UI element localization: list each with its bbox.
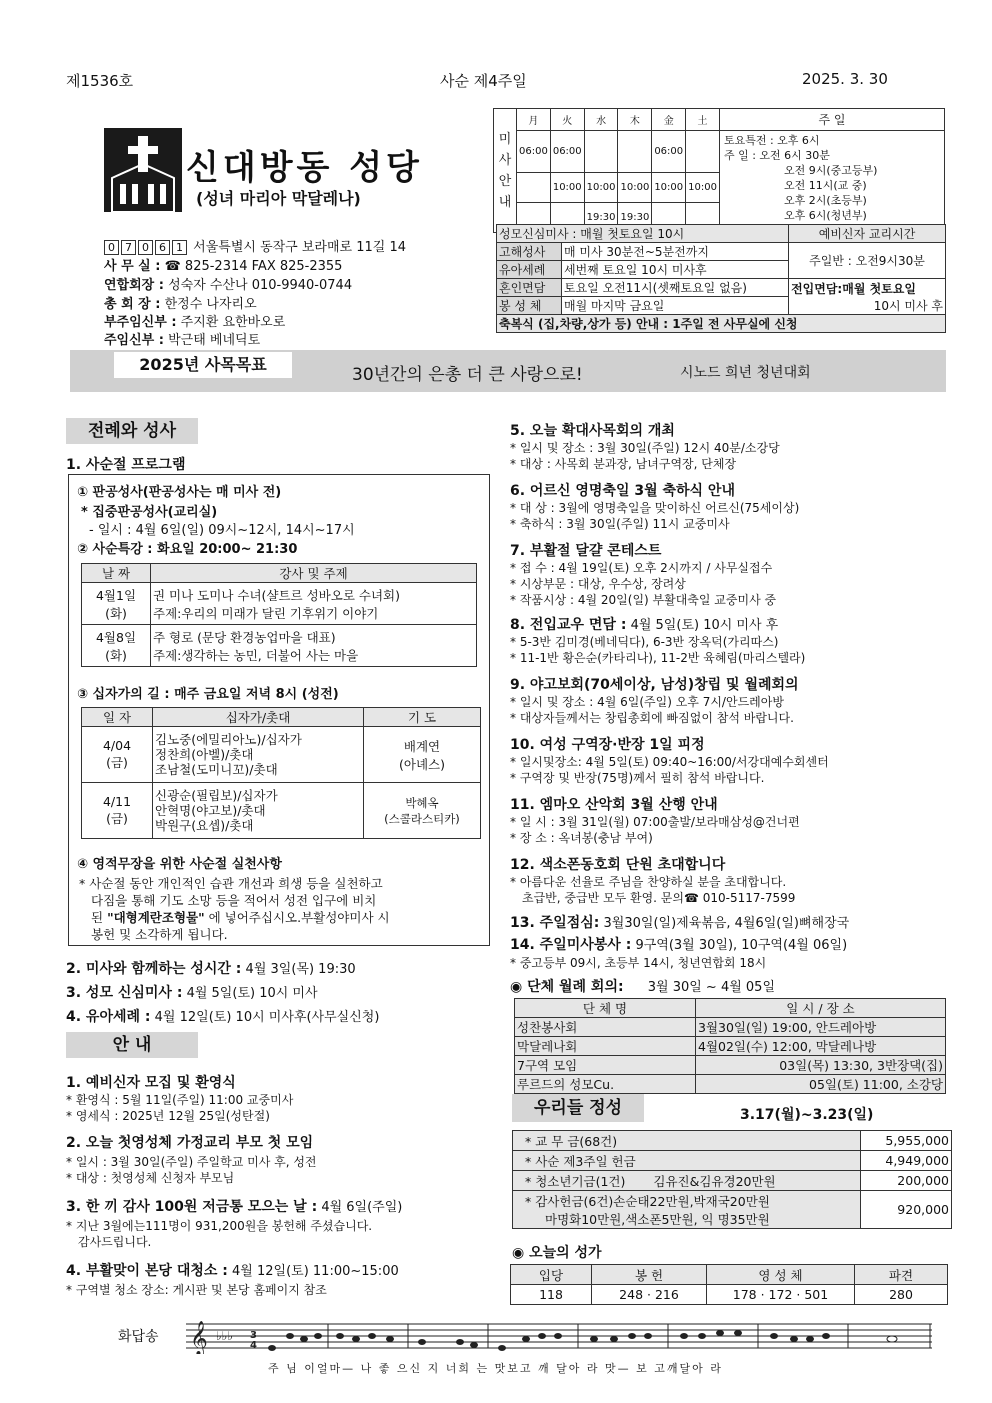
mass-side-label: 미 사 안 내 bbox=[494, 109, 517, 233]
assistant-value: 주지환 요한바오로 bbox=[180, 315, 286, 330]
liturgical-week: 사순 제4주일 bbox=[440, 72, 527, 90]
devotion-mass: 성모신심미사 : 매월 첫토요일 10시 bbox=[497, 225, 789, 243]
sunday-header: 주 일 bbox=[719, 109, 944, 131]
svg-text:4: 4 bbox=[250, 1340, 257, 1351]
president-label: 총 회 장 : bbox=[104, 297, 161, 312]
lent-practice-text: * 사순절 동안 개인적인 습관 개선과 희생 등을 실천하고 다짐을 통해 기도 소망 등을 적어서 성전 입구에 비치 된 "대형계란조형물" 에 넣어주십시오.부활성야미사 시 봉헌 및 소각하게 됩니다. bbox=[79, 876, 390, 942]
zip-digit: 0 bbox=[138, 240, 153, 255]
section-notice: 안 내 bbox=[66, 1032, 198, 1058]
sacrament-table: 성모신심미사 : 매월 첫토요일 10시 예비신자 교리시간 고해성사 매 미사 30분전~5분전까지 주일반 : 오전9시30분 유아세례 세번째 토요일 10시 미사후 혼인면담 토요일 오전11시(셋째토요일 없음) 전입면담:매월 첫토요일 10시 미사 후 봉 성 체 매월 마지막 금요일 축복식 (집,차량,상가 등) 안내 : 1주일 전 사무실에 신청 bbox=[496, 224, 946, 333]
hymn-table: 입당 봉 헌 영 성 체 파견 118 248 · 216 178 · 172 · 501 280 bbox=[510, 1264, 948, 1305]
stations-table: 일 자 십자가/촛대 기 도 4/04 (금) 김노중(에밀리아노)/십자가 정찬희(아벨)/촛대 조남철(도미니꼬)/촛대 배계연 (아녜스) 4/11 (금) 신광순(필립보)/십자가 안혁명(야고보)/촛대 박원구(요셉)/촛대 박혜옥 (스콜라스티카) bbox=[81, 707, 481, 839]
address-line bbox=[104, 236, 406, 255]
president-value: 한정수 나자리오 bbox=[164, 297, 257, 312]
day-mon: 月 bbox=[517, 109, 551, 131]
offering-period: 3.17(월)~3.23(일) bbox=[740, 1107, 874, 1123]
catechumen-time: 예비신자 교리시간 bbox=[789, 225, 946, 243]
offering-table: * 교 무 금(68건) 5,955,000 * 사순 제3주일 헌금 4,949,000 * 청소년기금(1건) 김유진&김유경20만원 200,000 * 감사헌금(6건)손순태22만원,박재국20만원 마명화10만원,색소폰5만원, 익 명35만원 920,000 bbox=[512, 1130, 952, 1229]
program-heading: 1. 사순절 프로그램 bbox=[66, 457, 186, 473]
offering-label: 우리들 정성 bbox=[512, 1094, 644, 1122]
day-wed: 水 bbox=[584, 109, 618, 131]
section-liturgy: 전례와 성사 bbox=[66, 418, 198, 444]
zip-digit: 1 bbox=[172, 240, 187, 255]
day-tue: 火 bbox=[550, 109, 584, 131]
office-label: 사 무 실 : bbox=[104, 259, 161, 274]
zip-digit: 0 bbox=[104, 240, 119, 255]
svg-text:♭♭♭: ♭♭♭ bbox=[216, 1329, 233, 1343]
lent-program-box: ① 판공성사(판공성사는 매 미사 전) * 집중판공성사(교리실) - 일시 : 4월 6일(일) 09시~12시, 14시~17시 ② 사순특강 : 화요일 20:00~ 21:30 날 짜 강사 및 주제 4월1일 (화) 권 미나 도미나 수녀(샬트르 성바오로 수녀회) 주제:우리의 미래가 달린 기후위기 이야기 4월8일 (화) 주 형로 (문당 환경농업마을 대표) 주제:생각하는 농민, 더불어 사는 마을 ③ 십자가의 길 : 매주 금요일 저녁 8시 (성전) 일 자 십자가/촛대 기 도 4/04 (금) 김노중(에밀리아노)/십자가 정찬희(아벨)/촛대 조남철(도미니꼬)/촛대 배계연 (아녜스) 4/11 (금) 신광순(필립보)/십자가 안혁명(야고보)/촛대 박원구(요셉)/촛대 박혜옥 (스콜라스티카) ④ 영적무장을 위한 사순절 실천사항 * 사순절 동안 개인적인 습관 개선과 희생 등을 실천하고 다짐을 통해 기도 소망 등을 적어서 성전 입구에 비치 된 "대형계란조형물" 에 넣어주십시오.부활성야미사 시 봉헌 및 소각하게 됩니다. bbox=[68, 474, 490, 946]
sunday-schedule: 토요특전 : 오후 6시 주 일 : 오전 6시 30분 오전 9시(중고등부) 오전 11시(교 중) 오후 2시(초등부) 오후 6시(청년부) bbox=[719, 131, 944, 233]
day-sat: 土 bbox=[686, 109, 720, 131]
church-logo bbox=[104, 128, 182, 212]
goal-slogan: 30년간의 은총 더 큰 사랑으로! bbox=[352, 365, 583, 385]
goal-label: 2025년 사목목표 bbox=[114, 352, 292, 378]
address: 서울특별시 동작구 보라매로 11길 14 bbox=[193, 240, 407, 255]
office-phone: ☎ 825-2314 FAX 825-2355 bbox=[164, 259, 343, 274]
svg-text:3: 3 bbox=[250, 1330, 257, 1341]
blessing-info: 축복식 (집,차량,상가 등) 안내 : 1주일 전 사무실에 신청 bbox=[497, 315, 946, 333]
meeting-table: 단 체 명 일 시 / 장 소 성찬봉사회 3월30일(일) 19:00, 안드레아방 막달레나회 4월02일(수) 12:00, 막달레나방 7구역 모임 03일(목) 13:30, 3반장댁(집) 루르드의 성모Cu. 05일(토) 11:00, 소강당 bbox=[514, 998, 946, 1094]
psalm-lyrics: 주 님 이얼마— 나 좋 으신 지 너희 는 맛보고 깨 달아 라 맛— 보 고깨달아 라 bbox=[268, 1362, 723, 1375]
zip-digit: 6 bbox=[155, 240, 170, 255]
lecture-table: 날 짜 강사 및 주제 4월1일 (화) 권 미나 도미나 수녀(샬트르 성바오로 수녀회) 주제:우리의 미래가 달린 기후위기 이야기 4월8일 (화) 주 형로 (문당 환경농업마을 대표) 주제:생각하는 농민, 더불어 사는 마을 bbox=[81, 563, 477, 667]
church-patron: (성녀 마리아 막달레나) bbox=[196, 189, 361, 208]
svg-text:𝄞: 𝄞 bbox=[190, 1321, 208, 1354]
music-staff bbox=[186, 1318, 932, 1354]
psalm-label: 화답송 bbox=[118, 1329, 159, 1345]
bulletin-date: 2025. 3. 30 bbox=[802, 70, 888, 88]
issue-number: 제1536호 bbox=[66, 72, 134, 90]
zip-digit: 7 bbox=[121, 240, 136, 255]
council-label: 연합회장 : bbox=[104, 278, 164, 293]
assistant-label: 부주임신부 : bbox=[104, 315, 177, 330]
day-thu: 木 bbox=[618, 109, 652, 131]
hymn-heading: ◉ 오늘의 성가 bbox=[512, 1245, 602, 1261]
day-fri: 金 bbox=[652, 109, 686, 131]
pastor-label: 주임신부 : bbox=[104, 333, 164, 348]
church-name: 신대방동 성당 bbox=[186, 148, 423, 188]
mass-schedule-table: 미 사 안 내 月 火 水 木 金 土 주 일 06:00 06:00 06:00 토요특전 : 오후 6시 주 일 : 오전 6시 30분 오전 9시(중고등부) 오전 11시(교 중) 오후 2시(초등부) 오후 6시(청년부) 10:00 10:00 10:00 10:00 10:00 19:30 19:30 bbox=[493, 108, 945, 233]
council-value: 성숙자 수산나 010-9940-0744 bbox=[168, 278, 353, 293]
pastor-value: 박근태 베네딕토 bbox=[168, 333, 261, 348]
goal-sub: 시노드 희년 청년대회 bbox=[680, 365, 811, 381]
